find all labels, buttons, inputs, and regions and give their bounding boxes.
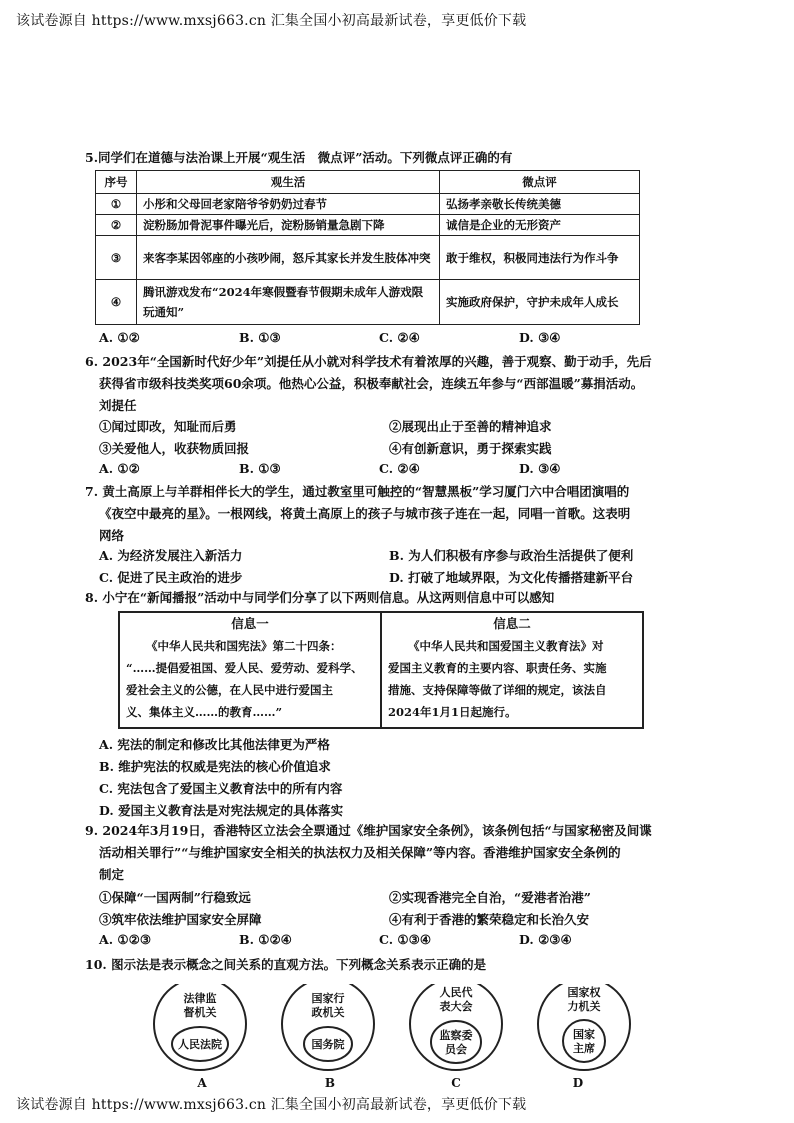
question-7-stem — [85, 481, 695, 547]
info-1-text: 爱社会主义的公德，在人民中进行爱国主 — [126, 683, 333, 697]
question-10-stem: 10. 图示法是表示概念之间关系的直观方法。下列概念关系表示正确的是 — [85, 957, 487, 972]
diagram-label: B — [324, 1076, 336, 1090]
inner-label: 国务院 — [311, 1038, 345, 1051]
table-cell: 来客李某因邻座的小孩吵闹，怒斥其家长并发生肢体冲突 — [137, 236, 440, 280]
outer-label: 表大会 — [439, 1000, 473, 1013]
table-cell: ④ — [96, 280, 137, 325]
question-9-stem — [85, 820, 695, 886]
inner-label: 监察委 — [439, 1029, 473, 1042]
statement-3: ③关爱他人，收获物质回报 — [99, 441, 250, 456]
table-cell: 腾讯游戏发布“2024年寒假暨春节假期未成年人游戏限玩通知” — [137, 280, 440, 325]
inner-circle — [431, 1021, 481, 1063]
diagram-label: D — [572, 1076, 584, 1090]
statement-1: ①保障“一国两制”行稳致远 — [99, 890, 251, 905]
stem-line: 刘提任 — [99, 398, 137, 413]
statement-1: ①闻过即改，知耻而后勇 — [99, 419, 237, 434]
option-b[interactable]: B. 维护宪法的权威是宪法的核心价值追求 — [99, 759, 331, 774]
table-header-cell: 序号 — [96, 171, 137, 194]
stem-line: 《夜空中最亮的星》。一根网线，将黄土高原上的孩子与城市孩子连在一起，同唱一首歌。这表明 — [99, 506, 631, 521]
stem-line: 7. 黄土高原上与羊群相伴长大的学生，通过教室里可触控的“智慧黑板”学习厦门六中合唱团演唱的 — [85, 484, 630, 499]
option-d[interactable]: D. ③④ — [519, 330, 561, 345]
outer-label: 政机关 — [311, 1006, 345, 1019]
info-box — [118, 611, 644, 729]
concept-diagrams — [140, 984, 660, 1094]
question-8-stem: 8. 小宁在“新闻播报”活动中与同学们分享了以下两则信息。从这两则信息中可以感知 — [85, 590, 555, 605]
table-cell: 实施政府保护，守护未成年人成长 — [440, 280, 640, 325]
question-6-options — [99, 461, 659, 476]
stem-line: 9. 2024年3月19日，香港特区立法会全票通过《维护国家安全条例》，该条例包括“与国家秘密及间谍 — [85, 823, 652, 838]
table-row — [96, 194, 640, 215]
option-a[interactable]: A. ①②③ — [99, 932, 152, 947]
option-c[interactable]: C. 宪法包含了爱国主义教育法中的所有内容 — [99, 781, 343, 796]
option-a[interactable]: A. ①② — [99, 330, 140, 345]
statement-2: ②实现香港完全自治，“爱港者治港” — [389, 890, 591, 905]
question-6-statements — [99, 417, 679, 435]
stem-line: 制定 — [99, 867, 125, 882]
table-cell: 弘扬孝亲敬长传统美德 — [440, 194, 640, 215]
stem-line: 网络 — [99, 528, 125, 543]
page-header: 该试卷源自 https://www.mxsj663.cn 汇集全国小初高最新试卷，享更低价下载 — [16, 13, 527, 29]
info-1-text: 义、集体主义……的教育……” — [126, 705, 283, 719]
inner-label: 主席 — [573, 1042, 595, 1055]
statement-4: ④有利于香港的繁荣稳定和长治久安 — [389, 912, 590, 927]
statement-2: ②展现出止于至善的精神追求 — [389, 419, 552, 434]
outer-label: 国家行 — [311, 992, 345, 1005]
question-7-options — [99, 546, 679, 564]
option-a[interactable]: A. ①② — [99, 461, 140, 476]
info-2 — [380, 613, 642, 727]
table-cell: ③ — [96, 236, 137, 280]
outer-label: 督机关 — [183, 1006, 217, 1019]
option-c[interactable]: C. 促进了民主政治的进步 — [99, 570, 243, 585]
option-c[interactable]: C. ②④ — [379, 330, 420, 345]
page-footer: 该试卷源自 https://www.mxsj663.cn 汇集全国小初高最新试卷，享更低价下载 — [16, 1097, 527, 1113]
outer-label: 法律监 — [183, 992, 217, 1005]
table-header-cell: 观生活 — [137, 171, 440, 194]
table-header-cell: 微点评 — [440, 171, 640, 194]
table-row — [96, 236, 640, 280]
stem-line: 获得省市级科技类奖项60余项。他热心公益，积极奉献社会，连续五年参与“西部温暖”募捐活动。 — [99, 376, 644, 391]
table-cell: 淀粉肠加骨泥事件曝光后，淀粉肠销量急剧下降 — [137, 215, 440, 236]
table-cell: 敢于维权，积极同违法行为作斗争 — [440, 236, 640, 280]
option-c[interactable]: C. ①③④ — [379, 932, 432, 947]
table-row — [96, 215, 640, 236]
table-cell: ② — [96, 215, 137, 236]
option-b[interactable]: B. 为人们积极有序参与政治生活提供了便利 — [389, 548, 634, 563]
outer-label: 人民代 — [439, 986, 473, 999]
stem-line: 6. 2023年“全国新时代好少年”刘提任从小就对科学技术有着浓厚的兴趣，善于观察、勤于动手，先后 — [85, 354, 652, 369]
table-cell: ① — [96, 194, 137, 215]
outer-label: 力机关 — [567, 1000, 601, 1013]
option-d[interactable]: D. ③④ — [519, 461, 561, 476]
info-2-text: 2024年1月1日起施行。 — [388, 705, 517, 719]
statement-3: ③筑牢依法维护国家安全屏障 — [99, 912, 262, 927]
option-b[interactable]: B. ①③ — [239, 461, 281, 476]
stem-line: 活动相关罪行”“与维护国家安全相关的执法权力及相关保障”等内容。香港维护国家安全条例的 — [99, 845, 621, 860]
question-6-stem — [85, 351, 695, 417]
question-5-table — [95, 170, 640, 325]
info-1-text: “……提倡爱祖国、爱人民、爱劳动、爱科学、 — [126, 661, 363, 675]
option-a[interactable]: A. 为经济发展注入新活力 — [99, 548, 243, 563]
question-9-statements — [99, 888, 679, 906]
option-a[interactable]: A. 宪法的制定和修改比其他法律更为严格 — [99, 737, 330, 752]
table-row — [96, 280, 640, 325]
info-2-title: 信息二 — [493, 616, 531, 631]
info-1-title: 信息一 — [231, 616, 269, 631]
option-d[interactable]: D. ②③④ — [519, 932, 572, 947]
question-7-options — [99, 568, 679, 586]
inner-label: 员会 — [445, 1043, 467, 1056]
option-d[interactable]: D. 打破了地域界限，为文化传播搭建新平台 — [389, 570, 634, 585]
question-9-options — [99, 932, 659, 947]
table-header-row — [96, 171, 640, 194]
diagram-label: C — [451, 1076, 461, 1090]
info-2-text: 爱国主义教育的主要内容、职责任务、实施 — [388, 661, 607, 675]
table-cell: 诚信是企业的无形资产 — [440, 215, 640, 236]
option-b[interactable]: B. ①②④ — [239, 932, 292, 947]
option-d[interactable]: D. 爱国主义教育法是对宪法规定的具体落实 — [99, 803, 344, 818]
option-c[interactable]: C. ②④ — [379, 461, 420, 476]
inner-label: 国家 — [573, 1028, 595, 1041]
diagram-d[interactable] — [538, 984, 630, 1090]
diagram-b[interactable] — [282, 984, 374, 1090]
diagram-a[interactable] — [154, 984, 246, 1090]
statement-4: ④有创新意识，勇于探索实践 — [389, 441, 552, 456]
table-cell: 小彤和父母回老家陪爷爷奶奶过春节 — [137, 194, 440, 215]
question-6-statements — [99, 439, 679, 457]
diagram-label: A — [197, 1076, 207, 1090]
info-1 — [120, 613, 380, 727]
diagram-c[interactable] — [410, 984, 502, 1090]
info-2-text: 《中华人民共和国爱国主义教育法》对 — [408, 639, 604, 653]
question-5-options — [99, 330, 659, 345]
info-2-text: 措施、支持保障等做了详细的规定，该法自 — [388, 683, 607, 697]
inner-label: 人民法院 — [178, 1038, 222, 1051]
inner-circle — [563, 1020, 605, 1062]
question-9-statements — [99, 910, 679, 928]
info-1-text: 《中华人民共和国宪法》第二十四条： — [146, 639, 342, 653]
question-5-stem: 5.同学们在道德与法治课上开展“观生活 微点评”活动。下列微点评正确的有 — [85, 150, 513, 165]
option-b[interactable]: B. ①③ — [239, 330, 281, 345]
outer-label: 国家权 — [567, 986, 601, 999]
